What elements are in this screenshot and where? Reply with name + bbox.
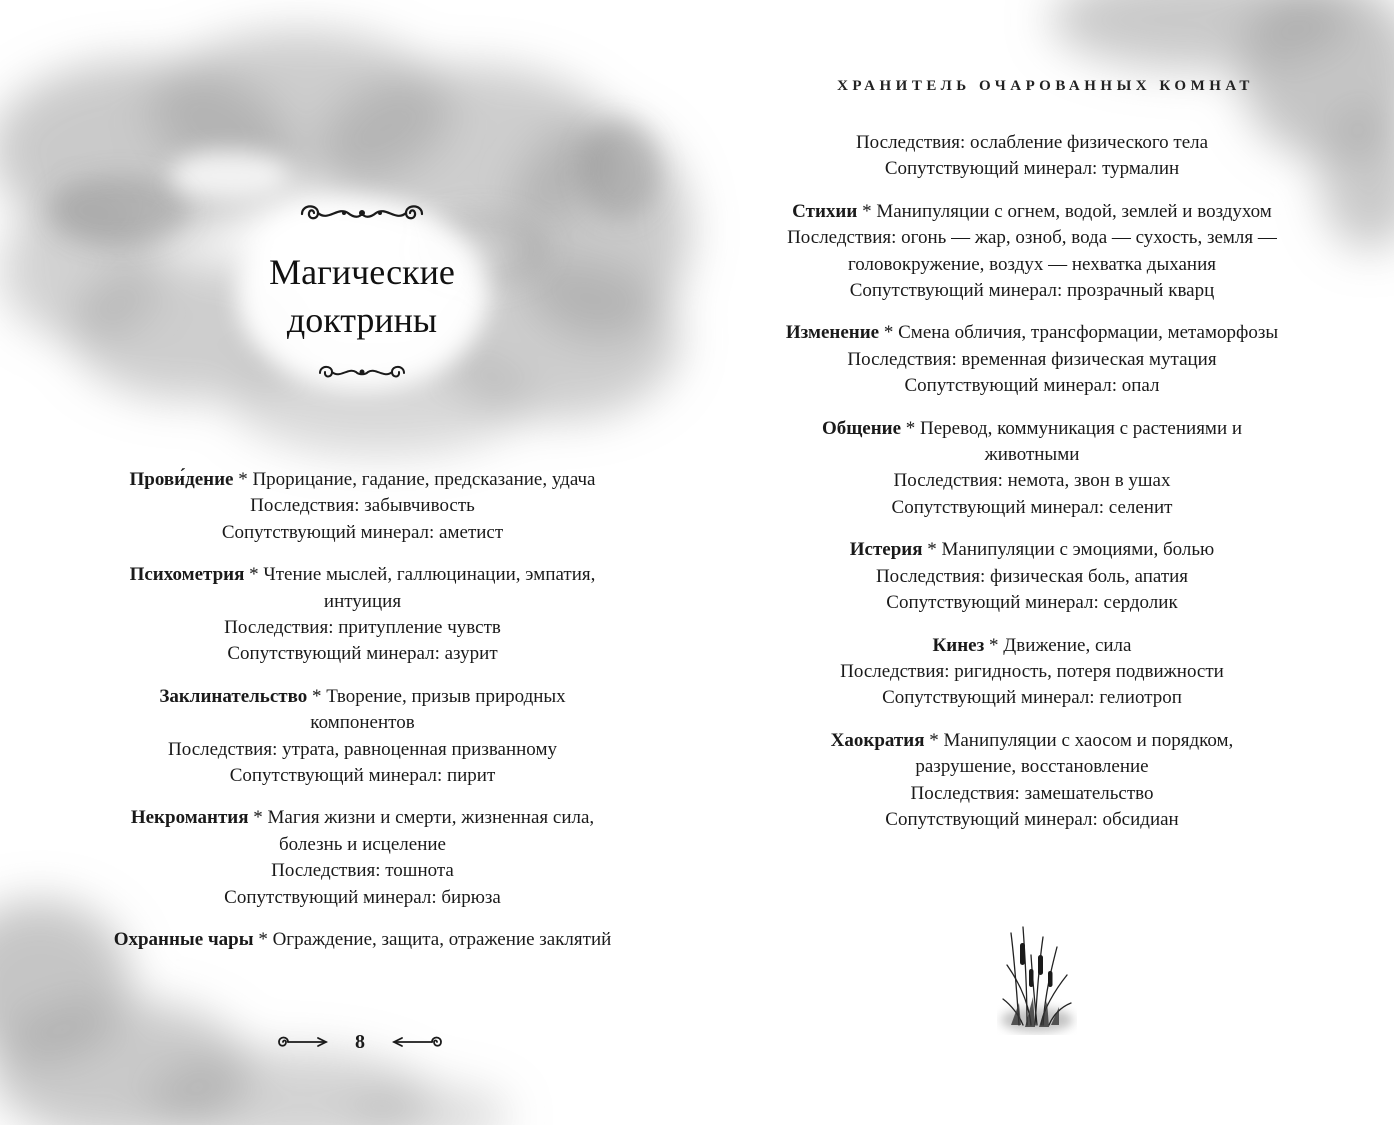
entry-effects: Последствия: ослабление физического тела: [855, 132, 1209, 153]
right-page: [697, 0, 1394, 1125]
entry-description: Манипуляции с огнем, водой, землей и воздухом: [876, 200, 1272, 222]
entry-transformation: Изменение * Смена обличия, трансформации, метаморфозы Последствия: временная физическая мутация Сопутствующий минерал: опал: [782, 320, 1282, 399]
entry-description: Прорицание, гадание, предсказание, удача: [252, 469, 596, 490]
entry-providence: Прови́дение * Прорицание, гадание, предсказание, удача Последствия: забывчивость Сопутствующий минерал: аметист: [105, 467, 620, 546]
left-entries-list: [105, 467, 620, 970]
entry-description: Ограждение, защита, отражение заклятий: [272, 929, 612, 951]
entry-name: Заклинательство: [159, 685, 308, 707]
entry-description: Перевод, коммуникация с растениями и животными: [920, 417, 1243, 466]
entry-mineral: Сопутствующий минерал: азурит: [227, 643, 498, 665]
entry-name: Кинез: [932, 634, 985, 656]
entry-psychometry: Психометрия * Чтение мыслей, галлюцинации, эмпатия, интуиция Последствия: притупление чувств Сопутствующий минерал: азурит: [105, 562, 620, 668]
entry-mineral: Сопутствующий минерал: сердолик: [886, 592, 1178, 614]
entry-elements: Стихии * Манипуляции с огнем, водой, землей и воздухом Последствия: огонь — жар, озноб, вода — сухость, земля — головокружение, воздух — нехватка дыхания Сопутствующий минерал: прозрачный кварц: [782, 199, 1282, 305]
entry-effects: Последствия: ригидность, потеря подвижности: [840, 660, 1224, 682]
title-ornament-bottom: [314, 361, 410, 385]
page-number-value: 8: [355, 1031, 365, 1053]
chapter-title: [212, 248, 512, 344]
entry-description: Движение, сила: [1003, 634, 1132, 656]
entry-communication: Общение * Перевод, коммуникация с растениями и животными Последствия: немота, звон в ушах Сопутствующий минерал: селенит: [782, 416, 1282, 522]
entry-description: Магия жизни и смерти, жизненная сила, болезнь и исцеление: [267, 807, 595, 855]
entry-effects: Последствия: физическая боль, апатия: [875, 565, 1189, 587]
entry-mineral: Сопутствующий минерал: обсидиан: [885, 808, 1179, 830]
entry-warding: Охранные чары * Ограждение, защита, отражение заклятий: [113, 929, 612, 951]
page-number-ornament-left-icon: [276, 1034, 332, 1050]
entry-mineral: Сопутствующий минерал: опал: [904, 375, 1160, 397]
cattail-reeds-illustration: [997, 925, 1077, 1035]
entry-mineral: Сопутствующий минерал: гелиотроп: [882, 687, 1182, 709]
entry-mineral: Сопутствующий минерал: прозрачный кварц: [849, 280, 1215, 302]
running-header: ХРАНИТЕЛЬ ОЧАРОВАННЫХ КОМНАТ: [837, 78, 1254, 94]
chapter-title-line2: доктрины: [286, 300, 438, 340]
entry-mineral: Сопутствующий минерал: бирюза: [224, 886, 501, 908]
page-number-ornament-right-icon: [388, 1034, 444, 1050]
entry-name: Некромантия: [130, 807, 249, 829]
entry-effects: Последствия: огонь — жар, озноб, вода — сухость, земля — головокружение, воздух — нехватка дыхания: [787, 227, 1277, 275]
entry-effects: Последствия: притупление чувств: [224, 617, 501, 639]
entry-name: Охранные чары: [113, 929, 254, 951]
entry-chaocracy: Хаократия * Манипуляции с хаосом и порядком, разрушение, восстановление Последствия: замешательство Сопутствующий минерал: обсидиан: [782, 728, 1282, 834]
entry-name: Истерия: [849, 539, 923, 561]
entry-name: Психометрия: [129, 564, 245, 586]
entry-effects: Последствия: немота, звон в ушах: [893, 470, 1171, 492]
entry-conjuration: Заклинательство * Творение, призыв природных компонентов Последствия: утрата, равноценная призванному Сопутствующий минерал: пирит: [105, 684, 620, 790]
right-entries-list: [782, 130, 1282, 849]
entry-description: Творение, призыв природных компонентов: [310, 685, 566, 734]
entry-name: Изменение: [785, 322, 880, 344]
entry-effects: Последствия: тошнота: [271, 860, 454, 882]
entry-effects: Последствия: забывчивость: [250, 495, 475, 517]
entry-mineral: Сопутствующий минерал: селенит: [891, 496, 1173, 518]
entry-hysteria: Истерия * Манипуляции с эмоциями, болью Последствия: физическая боль, апатия Сопутствующий минерал: сердолик: [782, 537, 1282, 616]
entry-kinesis: Кинез * Движение, сила Последствия: ригидность, потеря подвижности Сопутствующий минерал: гелиотроп: [782, 633, 1282, 712]
entry-description: Чтение мыслей, галлюцинации, эмпатия, интуиция: [263, 564, 596, 612]
entry-mineral: Сопутствующий минерал: пирит: [229, 765, 496, 787]
entry-effects: Последствия: замешательство: [910, 782, 1154, 804]
entry-mineral: Сопутствующий минерал: турмалин: [884, 158, 1180, 180]
entry-warding-continued: [782, 130, 1282, 183]
entry-necromancy: Некромантия * Магия жизни и смерти, жизненная сила, болезнь и исцеление Последствия: тошнота Сопутствующий минерал: бирюза: [105, 805, 620, 911]
title-ornament-top: [296, 198, 428, 230]
entry-effects: Последствия: утрата, равноценная призванному: [168, 738, 557, 760]
entry-name: Общение: [821, 417, 902, 439]
entry-name: Стихии: [792, 200, 858, 222]
entry-name: Хаократия: [830, 729, 925, 751]
entry-description: Манипуляции с хаосом и порядком, разрушение, восстановление: [915, 729, 1234, 778]
page-number: [270, 1028, 450, 1058]
entry-description: Манипуляции с эмоциями, болью: [941, 539, 1215, 561]
entry-mineral: Сопутствующий минерал: аметист: [221, 521, 504, 543]
entry-name: Прови́дение: [129, 469, 234, 490]
entry-description: Смена обличия, трансформации, метаморфозы: [898, 322, 1279, 344]
chapter-title-line1: Магические: [269, 252, 455, 292]
entry-effects: Последствия: временная физическая мутация: [847, 348, 1217, 370]
